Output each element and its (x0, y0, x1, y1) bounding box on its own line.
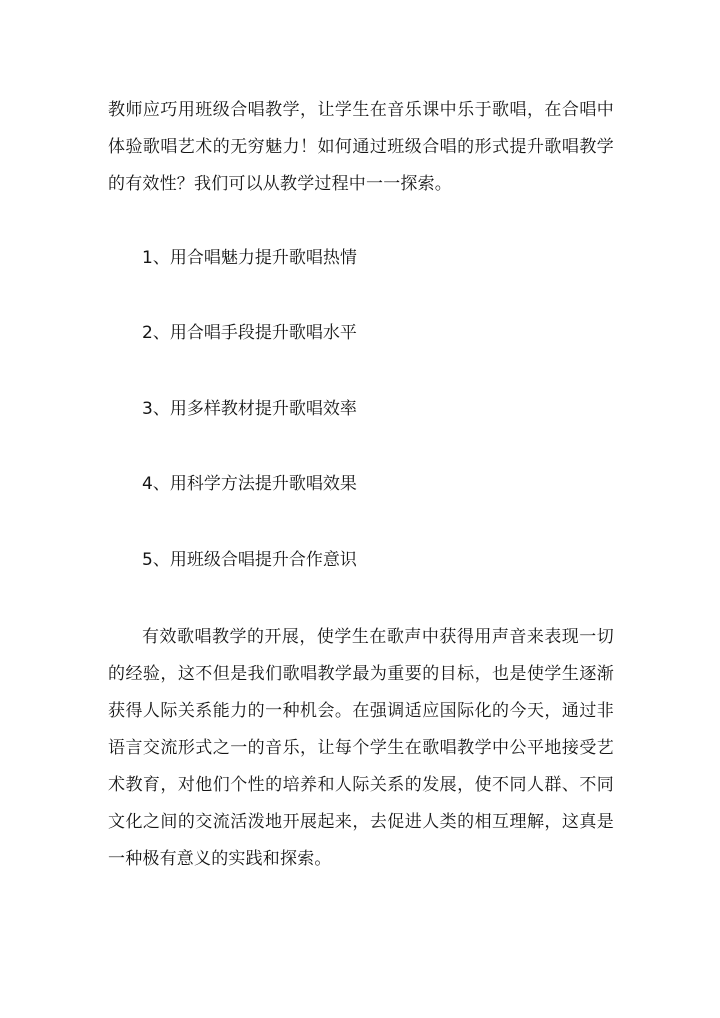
intro-paragraph: 教师应巧用班级合唱教学，让学生在音乐课中乐于歌唱，在合唱中体验歌唱艺术的无穷魅力！如何通过班级合唱的形式提升歌唱教学的有效性？我们可以从教学过程中一一探索。 (108, 100, 614, 194)
list-item: 1、用合唱魅力提升歌唱热情 (142, 248, 357, 268)
list-item: 3、用多样教材提升歌唱效率 (142, 399, 357, 419)
list-item: 2、用合唱手段提升歌唱水平 (142, 323, 357, 343)
list-item: 5、用班级合唱提升合作意识 (142, 550, 357, 570)
body-paragraph: 有效歌唱教学的开展，使学生在歌声中获得用声音来表现一切的经验，这不但是我们歌唱教学最为重要的目标，也是使学生逐渐获得人际关系能力的一种机会。在强调适应国际化的今天，通过非语言交流形式之一的音乐，让每个学生在歌唱教学中公平地接受艺术教育，对他们个性的培养和人际关系的发展，使不同人群、不同文化之间的交流活泼地开展起来，去促进人类的相互理解，这真是一种极有意义的实践和探索。 (108, 627, 614, 869)
list-item: 4、用科学方法提升歌唱效果 (142, 474, 357, 494)
